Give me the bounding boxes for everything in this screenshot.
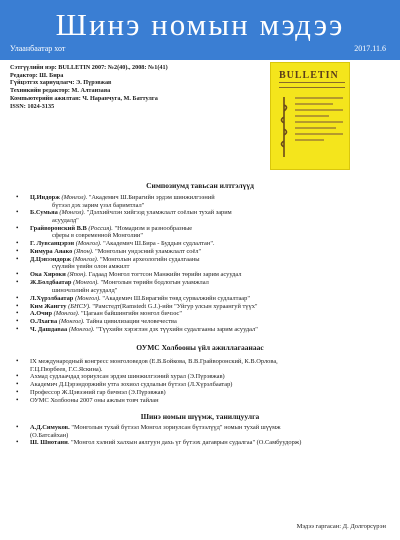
symposium-list bbox=[16, 194, 386, 334]
journal-cover-image bbox=[270, 62, 350, 170]
list-item: • Ч. Дашдаваа (Монгол). "Түүхийн хэрэглэн дэх түүхийн судалгааны зарим асуудал" bbox=[16, 326, 386, 334]
meta-issn: ISSN: 1024-3135 bbox=[10, 102, 55, 110]
mongolian-script-icon bbox=[278, 95, 290, 159]
list-item: • Ц.Индорж (Монгол). "Академич Ш.Бирагийн эрдэм шинжилгээний бүтээл дэх зарим үзэл баримтлал" bbox=[16, 194, 386, 209]
list-item: • Ш. Шнотани. "Монгол хэлний халхын аялгуун дахь үг бүтээх дагаврын судалгаа" (О.Самбуудорж) bbox=[16, 439, 386, 447]
list-item: • Г. Лувсанцэрэн (Монгол). "Академич Ш.Бира - Буддын судлалтан". bbox=[16, 240, 386, 248]
section-symposium-title: Симпозиумд тавьсан илтгэлүүд bbox=[146, 181, 254, 190]
list-item: • О.Лхагва (Монгол). Тайна цивилизации человечества bbox=[16, 318, 386, 326]
list-item: • А.Очир (Монгол). "Цагаан байшингийн монгол бичээс" bbox=[16, 310, 386, 318]
cover-subtitle-rule bbox=[279, 82, 345, 88]
meta-journal: Сэтгүүлийн нэр: BULLETIN 2007: №2(40)., 2008: №1(41) bbox=[10, 64, 168, 71]
meta-executive: Гүйцэтгэх хариуцлагч: Э. Пүрэвжав bbox=[10, 79, 112, 87]
list-item: • А.Д.Симуков. "Монголын тухай бүтээл Монгол зориулсан бүтээлүүд" номын тухай шүүмж (О.Батсайхан) bbox=[16, 424, 386, 439]
section-review-title: Шинэ номын шүүмж, танилцуулга bbox=[140, 412, 260, 421]
meta-editor: Редактор: Ш. Бира bbox=[10, 71, 64, 79]
section-association-title: ОУМС Холбооны үйл ажиллагаанаас bbox=[136, 343, 264, 352]
compiler-credit: Мэдээ гаргасан: Д. Долгорсүрэн bbox=[296, 523, 386, 530]
list-item: • Ока Хироки (Япон). Гадаад Монгол тогтсон Манжийн төрийн зарим асуудал bbox=[16, 271, 386, 279]
cover-title: BULLETIN bbox=[279, 70, 339, 81]
list-item: • Д.Цэвээндорж (Монгол). "Монголын археологийн судалгааны сүүлийн үеийн олон амжилт bbox=[16, 256, 386, 271]
date-label: 2017.11.6 bbox=[354, 44, 386, 53]
list-item: • Ахмад судлаачдад зориулсан эрдэм шинжилгээний хурал (Э.Пүрэвжав) bbox=[16, 373, 386, 381]
list-item: • Кимура Аяако (Япон). "Монголын ундэсний уламжлалт соёл" bbox=[16, 248, 386, 256]
city-label: Улаанбаатар хот bbox=[10, 44, 66, 53]
association-list bbox=[16, 358, 386, 405]
list-item: • Грайворонский В.В (Россия). "Номадизм и разнообразные сферы в современной Монголии" bbox=[16, 225, 386, 240]
meta-tech-editor: Техникийн редактор: М. Алтанзаяа bbox=[10, 87, 111, 95]
list-item: • Б.Сумьяа (Монгол). "Дэлхийчлэн хийгээд уламжлалт соёлын тухай зарим асуудалд" bbox=[16, 209, 386, 224]
journal-meta bbox=[10, 64, 230, 110]
review-list bbox=[16, 424, 386, 447]
page-title: Шинэ номын мэдээ bbox=[55, 7, 345, 42]
list-item: • ОУМС Холбооны 2007 оны ажлын товч тайлан bbox=[16, 397, 386, 405]
list-item: • Профессор Ж.Цэвээний гар бичмэл (Э.Пүрэвжав) bbox=[16, 389, 386, 397]
list-item: • Л.Хүрэлбаатар (Монгол). "Академич Ш.Бирагийн төвд сурвалжийн судлалтаар" bbox=[16, 295, 386, 303]
list-item: • IX международный конгресс монголоведов (Е.В.Бойкова, В.В.Грайворонский, К.В.Орлова, Г.Ц.Пюрбеев, Г.С.Яскина). bbox=[16, 358, 386, 373]
cover-text-lines bbox=[295, 97, 343, 145]
list-item: • Ж.Болдбаатар (Монгол). "Монголын төрийн бодлогын уламжлал шинэчлэлийн асуудалд" bbox=[16, 279, 386, 294]
list-item: • Академич Д.Цэрэндоржийн утга зохиол судлалын бүтээл (Л.Хүрэлбаатар) bbox=[16, 381, 386, 389]
header-banner bbox=[0, 0, 400, 60]
meta-computer-staff: Компьютерийн ажилтан: Ч. Наранчуга, М. Баттулга bbox=[10, 94, 158, 102]
list-item: • Ким Жангту (БНСУ). "Рамстедт(Ramstedt G.J.)-ийн "Уйгур улсын хураангуй түүх" bbox=[16, 303, 386, 311]
